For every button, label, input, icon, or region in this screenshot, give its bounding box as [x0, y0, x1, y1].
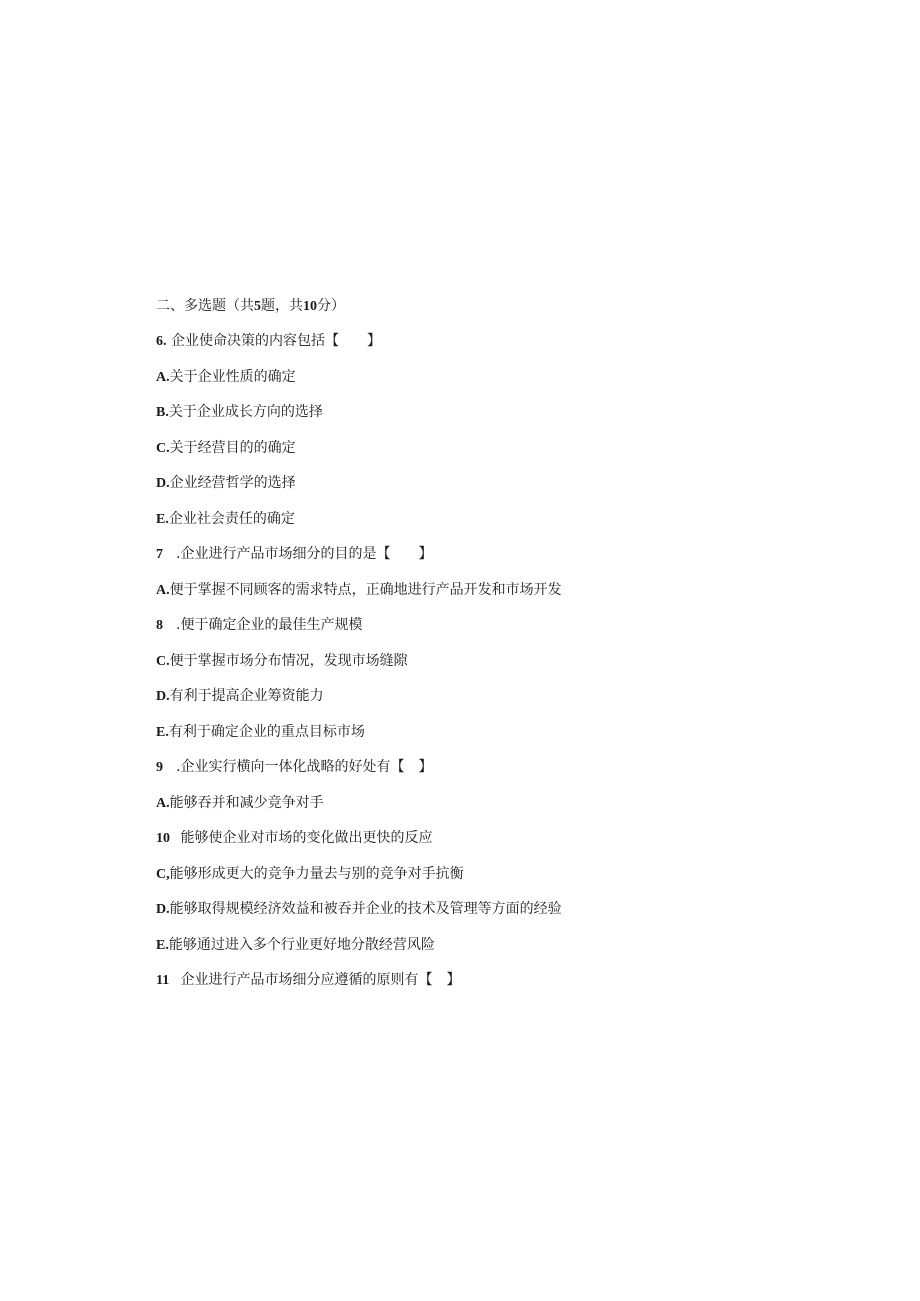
- list-item: [156, 828, 432, 849]
- item-text: 能够使企业对市场的变化做出更快的反应: [180, 830, 433, 846]
- question-number: 11: [156, 973, 170, 988]
- section-points: 10: [303, 299, 317, 314]
- item-number: 8: [156, 618, 163, 633]
- item-text: .便于确定企业的最佳生产规模: [176, 617, 363, 633]
- option-item: [156, 935, 435, 956]
- option-letter: E.: [156, 725, 169, 740]
- question-text: .企业实行横向一体化战略的好处有【 】: [176, 759, 433, 775]
- option-item: [156, 580, 562, 601]
- option-text: 有利于确定企业的重点目标市场: [168, 724, 365, 740]
- option-letter: E.: [156, 938, 169, 953]
- option-text: 便于掌握不同顾客的需求特点，正确地进行产品开发和市场开发: [169, 582, 562, 598]
- option-text: 能够吞并和减少竞争对手: [169, 795, 324, 811]
- option-text: 能够形成更大的竞争力量去与别的竞争对手抗衡: [169, 866, 464, 882]
- option-letter: A.: [156, 583, 170, 598]
- option-item: [156, 722, 365, 743]
- option-letter: A.: [156, 796, 170, 811]
- section-heading-middle: 题，共: [261, 298, 303, 314]
- option-letter: D.: [156, 689, 170, 704]
- option-letter: B.: [156, 405, 169, 420]
- option-letter: C.: [156, 441, 170, 456]
- question-11: [156, 970, 460, 991]
- option-text: 企业经营哲学的选择: [169, 475, 296, 491]
- option-text: 能够通过进入多个行业更好地分散经营风险: [168, 937, 435, 953]
- option-item: [156, 473, 296, 494]
- option-letter: D.: [156, 902, 170, 917]
- question-text: 企业进行产品市场细分应遵循的原则有【 】: [180, 972, 461, 988]
- option-text: 便于掌握市场分布情况，发现市场缝隙: [169, 653, 408, 669]
- section-heading: [156, 296, 345, 317]
- option-item: [156, 686, 324, 707]
- section-heading-prefix: 二、多选题（共: [156, 298, 254, 314]
- option-item: [156, 509, 295, 530]
- item-number: 10: [156, 831, 170, 846]
- option-item: [156, 651, 408, 672]
- list-item: [156, 615, 362, 636]
- option-letter: E.: [156, 512, 169, 527]
- option-text: 能够取得规模经济效益和被吞并企业的技术及管理等方面的经验: [169, 901, 562, 917]
- question-number: 6.: [156, 334, 167, 349]
- question-6: [156, 331, 381, 352]
- question-number: 7: [156, 547, 163, 562]
- option-text: 关于经营目的的确定: [169, 440, 296, 456]
- question-9: [156, 757, 432, 778]
- question-7: [156, 544, 432, 565]
- option-letter: C,: [156, 867, 170, 882]
- option-item: [156, 367, 296, 388]
- option-letter: D.: [156, 476, 170, 491]
- question-text: .企业进行产品市场细分的目的是【 】: [176, 546, 433, 562]
- option-letter: A.: [156, 370, 170, 385]
- option-item: [156, 899, 562, 920]
- option-item: [156, 864, 464, 885]
- option-text: 有利于提高企业筹资能力: [169, 688, 324, 704]
- option-item: [156, 438, 296, 459]
- section-question-count: 5: [254, 299, 261, 314]
- option-item: [156, 793, 324, 814]
- option-text: 关于企业成长方向的选择: [168, 404, 323, 420]
- option-text: 企业社会责任的确定: [168, 511, 295, 527]
- question-text: 企业使命决策的内容包括【 】: [170, 333, 381, 349]
- option-item: [156, 402, 323, 423]
- question-number: 9: [156, 760, 163, 775]
- section-heading-suffix: 分）: [317, 298, 345, 314]
- option-letter: C.: [156, 654, 170, 669]
- option-text: 关于企业性质的确定: [169, 369, 296, 385]
